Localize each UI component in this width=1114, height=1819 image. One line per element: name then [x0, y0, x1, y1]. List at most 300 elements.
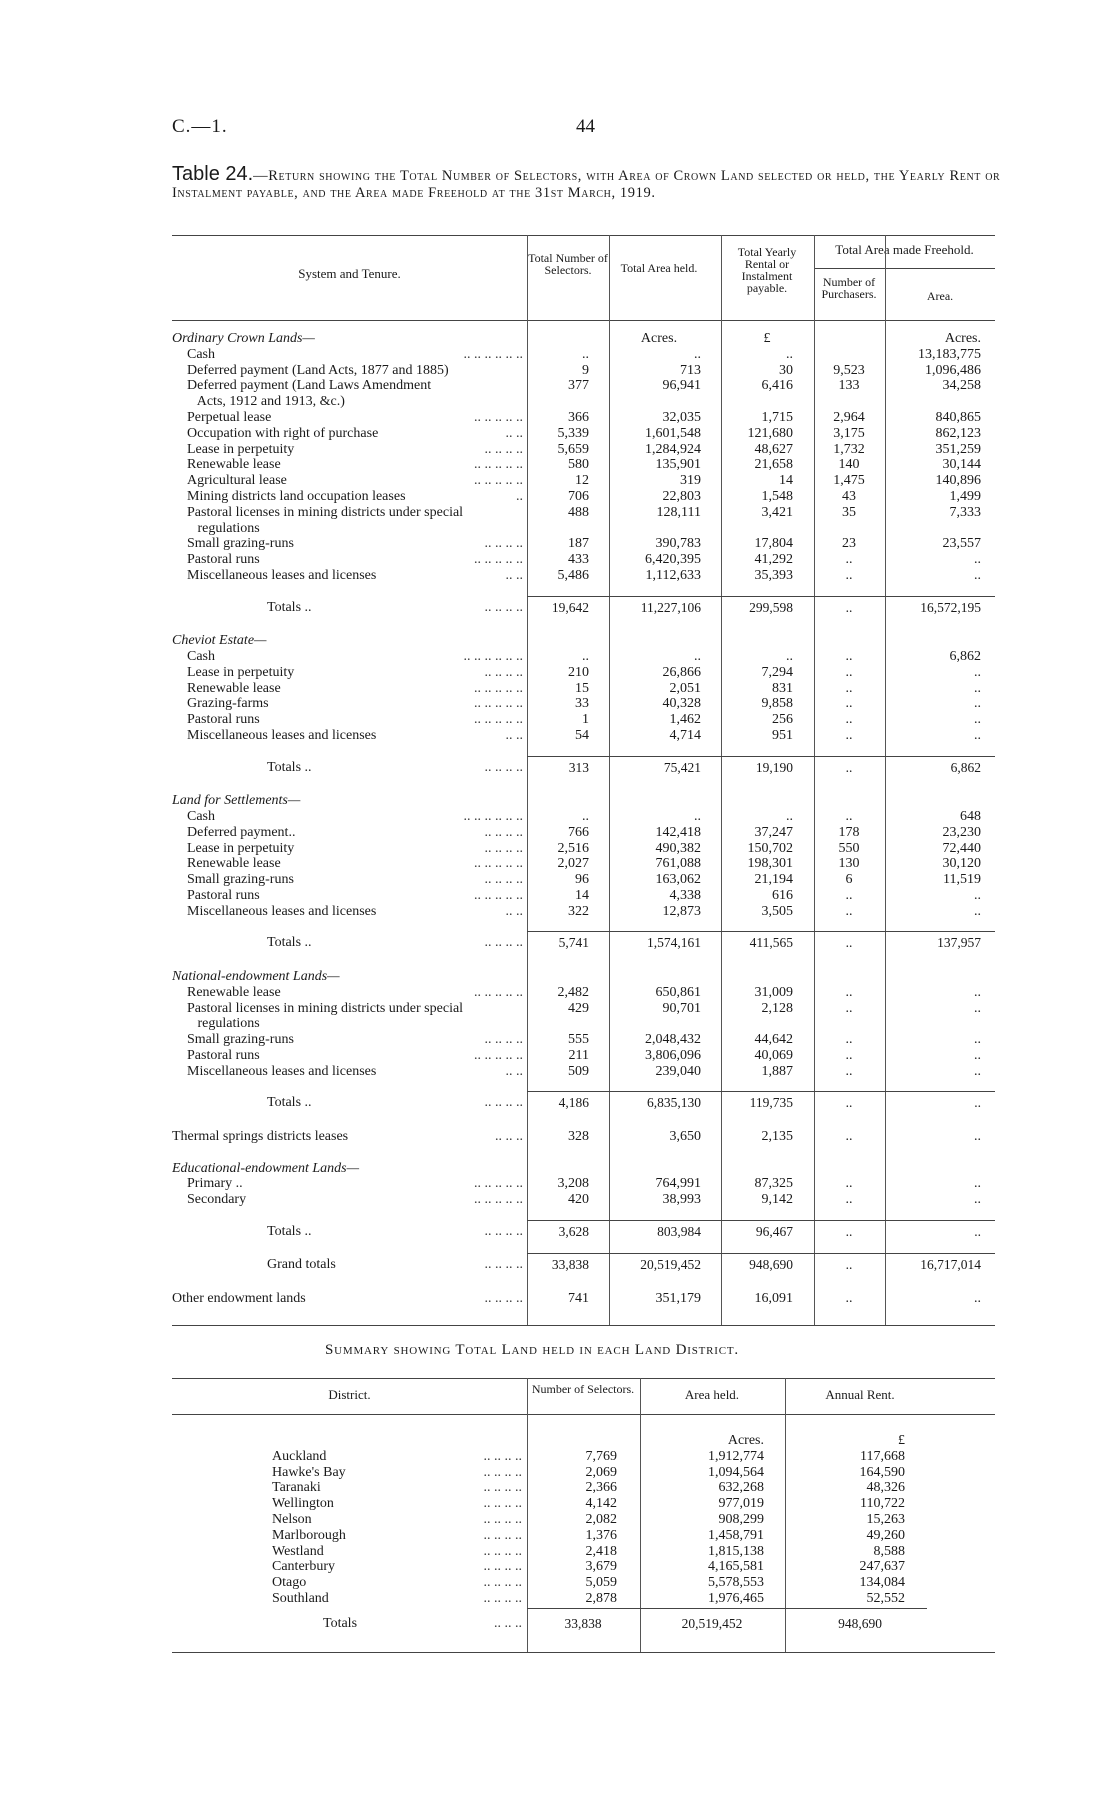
summary-header-rent: Annual Rent. [825, 1387, 895, 1402]
cell-held: 40,328 [662, 696, 701, 712]
cell-rent: 1,715 [761, 410, 793, 425]
leader-dots: .. .. .. .. .. .. [463, 649, 523, 664]
cell-pur: .. [845, 712, 853, 728]
cell-rent: .. [786, 809, 793, 824]
leader-dots: .. .. .. .. [483, 1543, 522, 1559]
leader-dots: .. .. .. .. [484, 824, 523, 840]
cell-pur: 140 [838, 457, 860, 473]
summary-header-selectors: Number of Selectors. [531, 1382, 635, 1396]
cell-sel: .. [582, 346, 589, 362]
leader-dots: .. .. .. .. [484, 935, 523, 951]
cell-rent: 14 [779, 473, 793, 489]
cell-rent: 1,887 [761, 1063, 793, 1079]
leader-dots: .. .. .. .. .. [474, 1176, 523, 1192]
district-name: Wellington [272, 1496, 334, 1512]
cell-rent: 9,142 [761, 1192, 793, 1208]
cell-rent: 87,325 [754, 1176, 793, 1192]
cell-held: 390,783 [655, 536, 701, 552]
cell-sel: .. [582, 649, 589, 664]
leader-dots: .. .. .. .. .. [474, 473, 523, 489]
district-selectors: 2,418 [585, 1543, 617, 1559]
leader-dots: .. .. .. .. [484, 1032, 523, 1048]
leader-dots: .. .. .. .. .. [474, 696, 523, 712]
leader-dots: .. .. .. .. [483, 1496, 522, 1512]
row-label: Small grazing-runs [187, 872, 294, 888]
totals-label: Totals [323, 1615, 358, 1631]
cell-sel: 420 [568, 1192, 589, 1208]
cell-area: .. [974, 1095, 981, 1111]
district-selectors: 7,769 [585, 1448, 617, 1464]
cell-held: 4,714 [669, 728, 701, 743]
cell-sel: 5,659 [557, 441, 589, 457]
cell-sel: 1 [582, 712, 589, 728]
cell-rent: 41,292 [754, 552, 793, 568]
cell-sel: 741 [568, 1291, 589, 1306]
total-selectors: 33,838 [564, 1615, 602, 1631]
cell-pur: 130 [838, 856, 860, 872]
cell-area: 72,440 [942, 840, 981, 856]
cell-sel: 2,482 [557, 984, 589, 1000]
district-area: 1,094,564 [708, 1464, 764, 1480]
cell-sel: 12 [575, 473, 589, 489]
cell-sel: 2,516 [557, 840, 589, 856]
cell-held: 6,835,130 [647, 1095, 701, 1111]
cell-held: 12,873 [662, 903, 701, 919]
rule [172, 1378, 995, 1379]
cell-area: 23,230 [942, 824, 981, 840]
cell-sel: 3,208 [557, 1176, 589, 1192]
cell-sel: 5,486 [557, 568, 589, 583]
cell-area: 30,144 [942, 457, 981, 473]
row-label: regulations [187, 520, 260, 536]
cell-pur: .. [845, 809, 853, 824]
cell-pur: 6 [845, 872, 853, 888]
cell-rent: 21,658 [754, 457, 793, 473]
row-label: Cash [187, 809, 215, 824]
leader-dots: .. .. [505, 728, 523, 743]
unit-area: Acres. [727, 1433, 764, 1448]
row-label: Deferred payment (Land Acts, 1877 and 1885) [187, 362, 449, 378]
district-rent: 48,326 [866, 1480, 905, 1496]
cell-rent: 150,702 [747, 840, 793, 856]
cell-pur: .. [845, 1291, 853, 1306]
district-selectors: 2,069 [585, 1464, 617, 1480]
unit-rental: £ [763, 331, 771, 346]
district-area: 5,578,553 [708, 1575, 764, 1591]
cell-sel: 211 [568, 1048, 589, 1063]
cell-held: 26,866 [662, 664, 701, 680]
cell-pur: .. [845, 1063, 853, 1079]
leader-dots: .. .. .. .. [484, 840, 523, 856]
cell-held: 1,462 [669, 712, 701, 728]
cell-pur: .. [845, 1176, 853, 1192]
cell-pur: .. [845, 728, 853, 743]
leader-dots: .. .. .. .. [484, 1291, 523, 1306]
total-area: 20,519,452 [681, 1615, 743, 1631]
cell-held: 142,418 [655, 824, 701, 840]
column-rule [885, 235, 886, 1325]
cell-area: 1,499 [949, 489, 981, 504]
page-number: 44 [576, 116, 595, 137]
cell-sel: 54 [575, 728, 589, 743]
cell-rent: 17,804 [754, 536, 793, 552]
leader-dots: .. .. .. .. [484, 664, 523, 680]
cell-rent: 948,690 [749, 1257, 793, 1273]
cell-held: 1,112,633 [645, 568, 701, 583]
row-label: Renewable lease [187, 680, 281, 696]
total-rule [527, 756, 995, 757]
cell-held: 22,803 [662, 489, 701, 504]
cell-pur: 43 [842, 489, 856, 504]
leader-dots: .. .. .. .. [484, 872, 523, 888]
cell-pur: 35 [842, 504, 856, 520]
cell-rent: .. [786, 346, 793, 362]
cell-area: .. [974, 712, 981, 728]
district-rent: 15,263 [866, 1512, 905, 1527]
cell-sel: 33 [575, 696, 589, 712]
cell-sel: 5,741 [558, 935, 589, 951]
row-label: Acts, 1912 and 1913, &c.) [187, 394, 345, 410]
district-rent: 247,637 [859, 1559, 905, 1575]
cell-sel: 555 [568, 1032, 589, 1048]
cell-rent: 30 [779, 362, 793, 378]
cell-rent: 299,598 [749, 599, 793, 615]
cell-sel: 2,027 [557, 856, 589, 872]
cell-pur: .. [845, 1000, 853, 1016]
rule [172, 320, 995, 321]
column-rule [527, 235, 528, 1325]
district-area: 1,912,774 [708, 1448, 764, 1464]
cell-rent: 40,069 [754, 1048, 793, 1063]
unit-area: Acres. [944, 331, 981, 346]
leader-dots: .. .. .. .. .. .. [463, 809, 523, 824]
document-reference: C.—1. [172, 116, 228, 137]
cell-rent: 31,009 [754, 984, 793, 1000]
cell-held: 713 [680, 362, 701, 378]
table-title [172, 163, 1002, 202]
totals-label: Totals .. [267, 1095, 312, 1111]
cell-sel: 4,186 [558, 1095, 589, 1111]
cell-area: 6,862 [949, 649, 981, 664]
district-name: Otago [272, 1575, 307, 1591]
leader-dots: .. .. .. .. [483, 1512, 522, 1527]
cell-pur: .. [845, 1223, 853, 1239]
cell-sel: 15 [575, 680, 589, 696]
leader-dots: .. .. .. .. [484, 536, 523, 552]
totals-label: Grand totals [267, 1257, 336, 1273]
leader-dots: .. .. .. .. .. [474, 680, 523, 696]
cell-rent: 6,416 [761, 378, 793, 394]
cell-area: .. [974, 1063, 981, 1079]
cell-held: 239,040 [655, 1063, 701, 1079]
district-rent: 52,552 [866, 1591, 905, 1606]
cell-area: .. [974, 888, 981, 903]
district-rent: 110,722 [860, 1496, 905, 1512]
cell-area: 6,862 [950, 759, 981, 775]
leader-dots: .. .. .. .. [483, 1591, 522, 1606]
totals-label: Totals .. [267, 935, 312, 951]
section-heading: Ordinary Crown Lands— [172, 331, 315, 346]
row-label: Other endowment lands [172, 1291, 306, 1306]
cell-pur: .. [845, 759, 853, 775]
total-rule [527, 1608, 927, 1609]
cell-sel: 14 [575, 888, 589, 903]
row-label: Small grazing-runs [187, 1032, 294, 1048]
cell-rent: 37,247 [754, 824, 793, 840]
cell-area: .. [974, 984, 981, 1000]
row-label: Cash [187, 346, 215, 362]
district-area: 908,299 [718, 1512, 764, 1527]
cell-rent: 9,858 [761, 696, 793, 712]
leader-dots: .. .. [505, 1063, 523, 1079]
cell-pur: 133 [838, 378, 860, 394]
cell-pur: .. [845, 1048, 853, 1063]
leader-dots: .. .. [505, 903, 523, 919]
cell-held: 803,984 [657, 1223, 701, 1239]
cell-sel: 96 [575, 872, 589, 888]
header-area: Area. [926, 289, 954, 303]
row-label: Occupation with right of purchase [187, 425, 379, 441]
cell-area: 648 [960, 809, 981, 824]
cell-sel: 366 [568, 410, 589, 425]
district-area: 1,458,791 [708, 1527, 764, 1543]
total-rule [527, 596, 995, 597]
cell-area: .. [974, 552, 981, 568]
district-name: Nelson [272, 1512, 312, 1527]
cell-area: 16,572,195 [920, 599, 981, 615]
row-label: Lease in perpetuity [187, 840, 295, 856]
row-label: Renewable lease [187, 457, 281, 473]
section-heading: National-endowment Lands— [172, 969, 340, 984]
summary-header-district: District. [328, 1387, 371, 1402]
row-label: Small grazing-runs [187, 536, 294, 552]
total-rule [527, 1253, 995, 1254]
district-rent: 49,260 [866, 1527, 905, 1543]
header-rental: Total Yearly Rental or Instalment payable. [737, 245, 797, 295]
leader-dots: .. .. .. .. [483, 1448, 522, 1464]
cell-held: 3,806,096 [645, 1048, 701, 1063]
cell-held: 135,901 [655, 457, 701, 473]
section-heading: Cheviot Estate— [172, 633, 267, 649]
cell-pur: .. [845, 903, 853, 919]
header-area-held: Total Area held. [620, 261, 698, 275]
cell-pur: .. [845, 649, 853, 664]
cell-held: 96,941 [662, 378, 701, 394]
total-rule [527, 1091, 995, 1092]
cell-pur: .. [845, 984, 853, 1000]
cell-held: 761,088 [655, 856, 701, 872]
totals-label: Totals .. [267, 599, 312, 615]
leader-dots: .. .. .. .. [484, 1223, 523, 1239]
cell-pur: 1,475 [833, 473, 865, 489]
unit-rent: £ [898, 1433, 905, 1448]
row-label: Miscellaneous leases and licenses [187, 903, 377, 919]
cell-sel: 509 [568, 1063, 589, 1079]
row-label: Primary .. [187, 1176, 243, 1192]
district-name: Westland [272, 1543, 324, 1559]
leader-dots: .. .. .. .. .. [474, 856, 523, 872]
cell-area: 11,519 [943, 872, 981, 888]
cell-area: 13,183,775 [918, 346, 981, 362]
cell-held: 128,111 [656, 504, 701, 520]
cell-rent: 831 [772, 680, 793, 696]
cell-held: 351,179 [655, 1291, 701, 1306]
district-area: 1,976,465 [708, 1591, 764, 1606]
cell-area: .. [974, 1192, 981, 1208]
district-selectors: 2,082 [585, 1512, 617, 1527]
cell-sel: 766 [568, 824, 589, 840]
cell-sel: 328 [568, 1129, 589, 1144]
row-label: Pastoral runs [187, 552, 260, 568]
leader-dots: .. .. .. .. [484, 599, 523, 615]
row-label: Cash [187, 649, 215, 664]
leader-dots: .. .. .. .. .. [474, 888, 523, 903]
cell-rent: 1,548 [761, 489, 793, 504]
cell-held: 319 [680, 473, 701, 489]
section-heading: Educational-endowment Lands— [172, 1160, 360, 1176]
cell-pur: .. [845, 888, 853, 903]
leader-dots: .. .. .. .. [484, 759, 523, 775]
cell-area: .. [974, 1129, 981, 1144]
cell-area: .. [974, 1223, 981, 1239]
cell-held: 163,062 [655, 872, 701, 888]
row-label: Miscellaneous leases and licenses [187, 568, 377, 583]
cell-pur: .. [845, 568, 853, 583]
row-label: Deferred payment (Land Laws Amendment [187, 378, 432, 394]
cell-area: 137,957 [937, 935, 981, 951]
cell-pur: .. [845, 696, 853, 712]
cell-area: 7,333 [949, 504, 981, 520]
cell-area: 862,123 [935, 425, 981, 441]
row-label: Agricultural lease [187, 473, 287, 489]
district-area: 632,268 [718, 1480, 764, 1496]
cell-area: .. [974, 664, 981, 680]
cell-rent: 48,627 [754, 441, 793, 457]
column-rule [721, 235, 722, 1325]
cell-pur: .. [845, 1129, 853, 1144]
summary-header-area: Area held. [684, 1387, 740, 1402]
leader-dots: .. .. .. [494, 1615, 522, 1631]
row-label: Perpetual lease [187, 410, 272, 425]
district-area: 977,019 [718, 1496, 764, 1512]
cell-area: 30,120 [942, 856, 981, 872]
cell-pur: .. [845, 599, 853, 615]
row-label: Grazing-farms [187, 696, 269, 712]
cell-sel: 210 [568, 664, 589, 680]
cell-sel: 5,339 [557, 425, 589, 441]
cell-sel: 580 [568, 457, 589, 473]
cell-rent: 35,393 [754, 568, 793, 583]
cell-pur: 9,523 [833, 362, 865, 378]
cell-area: .. [974, 728, 981, 743]
cell-area: 1,096,486 [925, 362, 981, 378]
total-rule [527, 1220, 995, 1221]
header-purchasers: Number of Purchasers. [821, 275, 877, 301]
totals-label: Totals .. [267, 759, 312, 775]
cell-rent: .. [786, 649, 793, 664]
cell-rent: 3,505 [761, 903, 793, 919]
row-label: Renewable lease [187, 984, 281, 1000]
cell-held: 11,227,106 [640, 599, 701, 615]
row-label: Miscellaneous leases and licenses [187, 728, 377, 743]
row-label: Pastoral licenses in mining districts under special [187, 1000, 464, 1016]
section-heading: Land for Settlements— [172, 793, 301, 809]
leader-dots: .. .. .. .. .. [474, 457, 523, 473]
cell-pur: .. [845, 1095, 853, 1111]
rule [814, 268, 995, 269]
leader-dots: .. .. .. .. [483, 1559, 522, 1575]
cell-pur: .. [845, 1032, 853, 1048]
cell-sel: 706 [568, 489, 589, 504]
leader-dots: .. .. .. .. [483, 1480, 522, 1496]
leader-dots: .. [516, 489, 523, 504]
cell-held: 38,993 [662, 1192, 701, 1208]
district-rent: 8,588 [873, 1543, 905, 1559]
district-selectors: 2,366 [585, 1480, 617, 1496]
district-name: Marlborough [272, 1527, 346, 1543]
cell-held: 2,048,432 [645, 1032, 701, 1048]
leader-dots: .. .. .. .. .. [474, 410, 523, 425]
cell-held: 6,420,395 [645, 552, 701, 568]
district-area: 4,165,581 [708, 1559, 764, 1575]
rule [172, 1414, 995, 1415]
cell-area: .. [974, 1032, 981, 1048]
leader-dots: .. .. .. .. [484, 441, 523, 457]
cell-sel: 3,628 [558, 1223, 589, 1239]
leader-dots: .. .. .. .. .. [474, 1048, 523, 1063]
cell-area: .. [974, 1176, 981, 1192]
cell-rent: 21,194 [754, 872, 793, 888]
table-number: Table 24. [172, 163, 254, 185]
cell-sel: 9 [582, 362, 589, 378]
cell-sel: 322 [568, 903, 589, 919]
row-label: regulations [187, 1016, 260, 1032]
header-freehold: Total Area made Freehold. [835, 242, 974, 257]
cell-rent: 3,421 [761, 504, 793, 520]
district-name: Auckland [272, 1448, 327, 1464]
cell-pur: .. [845, 1257, 853, 1273]
district-selectors: 5,059 [585, 1575, 617, 1591]
cell-pur: 2,964 [833, 410, 865, 425]
leader-dots: .. .. .. .. [483, 1575, 522, 1591]
rule [172, 1652, 995, 1653]
district-area: 1,815,138 [708, 1543, 764, 1559]
cell-held: 75,421 [663, 759, 701, 775]
cell-held: 1,601,548 [645, 425, 701, 441]
leader-dots: .. .. .. .. .. [474, 712, 523, 728]
district-selectors: 1,376 [585, 1527, 617, 1543]
header-selectors: Total Number of Selectors. [528, 251, 608, 277]
cell-held: 1,284,924 [645, 441, 701, 457]
cell-area: 351,259 [935, 441, 981, 457]
cell-held: 20,519,452 [640, 1257, 701, 1273]
cell-area: 840,865 [935, 410, 981, 425]
leader-dots: .. .. .. .. .. .. [463, 346, 523, 362]
cell-pur: 23 [842, 536, 856, 552]
cell-rent: 19,190 [755, 759, 793, 775]
totals-label: Totals .. [267, 1223, 312, 1239]
leader-dots: .. .. .. .. .. [474, 984, 523, 1000]
cell-area: .. [974, 1291, 981, 1306]
cell-area: 23,557 [942, 536, 981, 552]
cell-rent: 256 [772, 712, 793, 728]
cell-pur: 178 [838, 824, 860, 840]
cell-sel: 187 [568, 536, 589, 552]
leader-dots: .. .. .. .. [484, 1095, 523, 1111]
row-label: Pastoral runs [187, 712, 260, 728]
row-label: Renewable lease [187, 856, 281, 872]
cell-sel: 33,838 [551, 1257, 589, 1273]
